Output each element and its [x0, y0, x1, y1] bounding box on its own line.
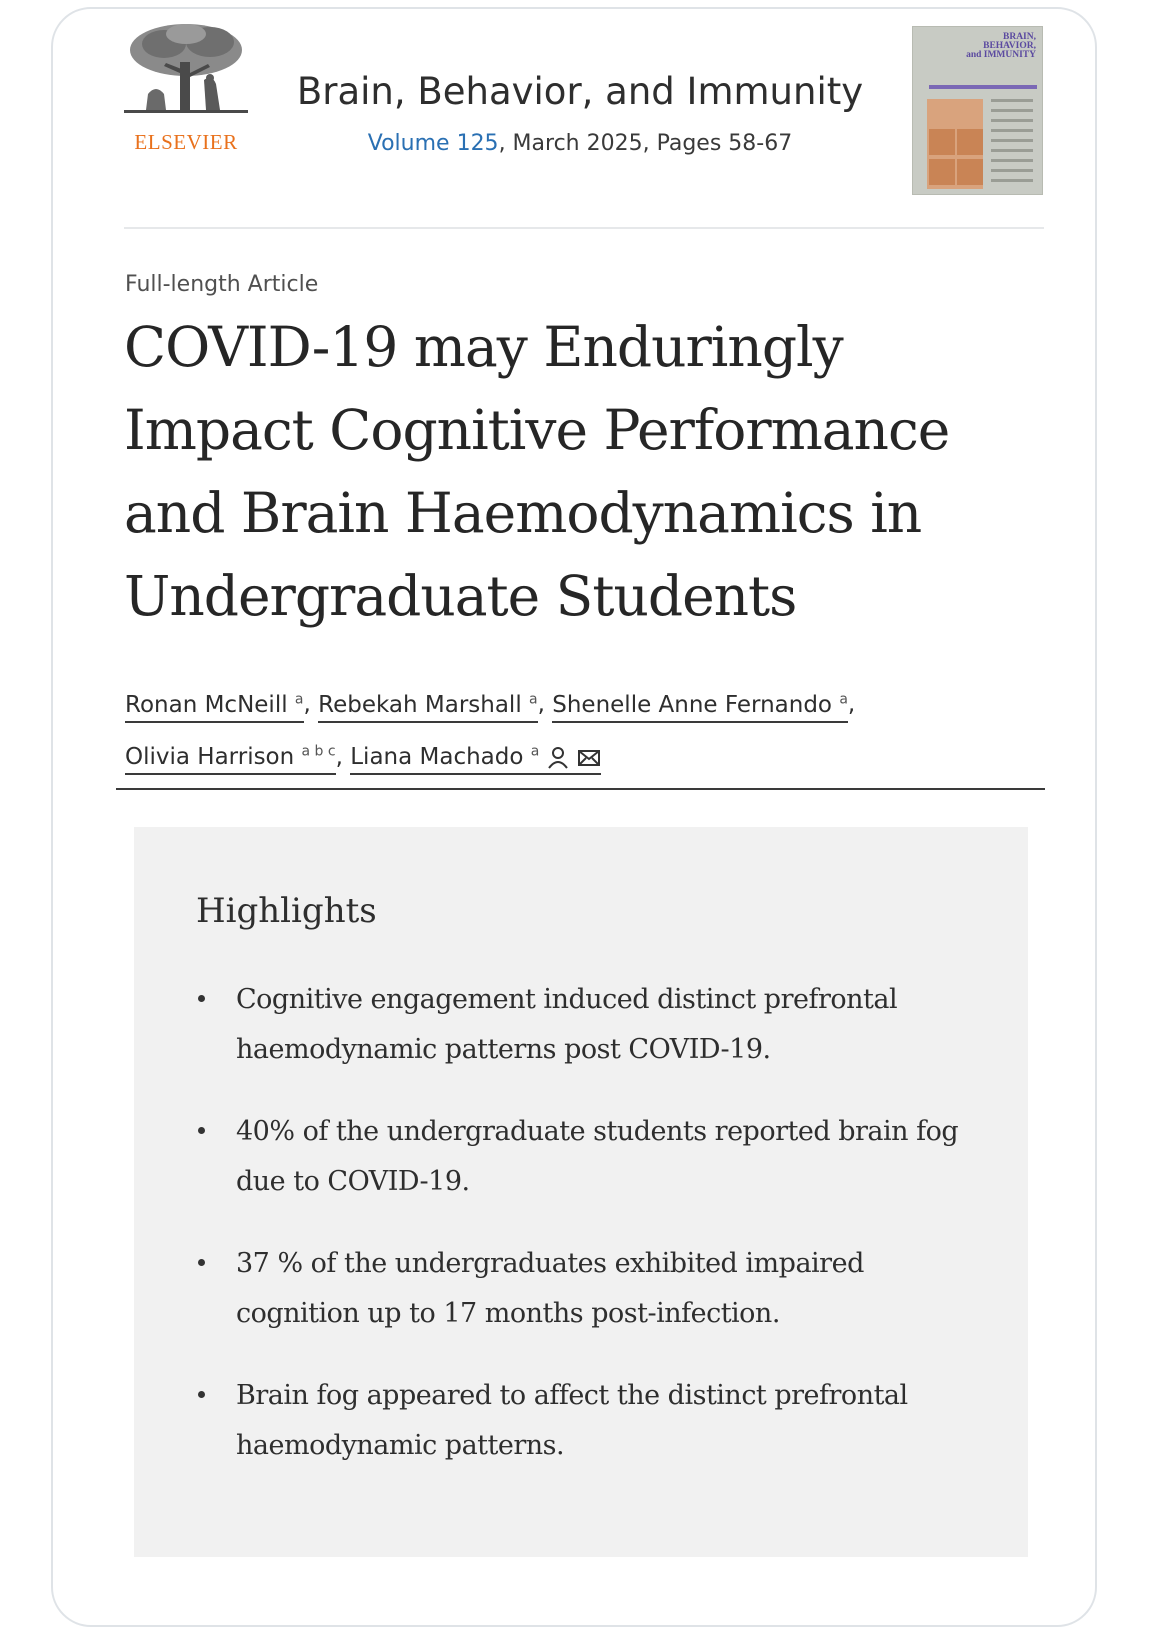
author-link[interactable]: Rebekah Marshall $^a$ [318, 692, 537, 723]
person-icon [547, 746, 569, 770]
issue-date-pages: , March 2025, Pages 58-67 [498, 131, 793, 156]
highlights-heading: Highlights [196, 891, 377, 931]
highlight-item: Cognitive engagement induced distinct prefrontal haemodynamic patterns post COVID-19. [196, 975, 976, 1075]
cover-image [927, 99, 983, 189]
bullet-icon [198, 1391, 205, 1398]
elsevier-tree-logo[interactable] [124, 22, 248, 122]
bullet-icon [198, 1127, 205, 1134]
envelope-icon [577, 748, 601, 768]
cover-title: BRAIN, BEHAVIOR, and IMMUNITY [966, 32, 1036, 60]
article-title: COVID-19 may Enduringly Impact Cognitive Performance and Brain Haemodynamics in Undergraduate Students [124, 315, 950, 628]
highlights-box [134, 827, 1028, 1557]
volume-link[interactable]: Volume 125 [367, 131, 499, 156]
highlight-item: 40% of the undergraduate students reported brain fog due to COVID-19. [196, 1107, 976, 1207]
author-list: Ronan McNeill $^a$, Rebekah Marshall $^a$, Shenelle Anne Fernando $^a$, Olivia Harrison $^{a b c}$, Liana Machado $^a$ [125, 676, 1025, 781]
bullet-icon [198, 995, 205, 1002]
author-link[interactable]: Olivia Harrison $^{a b c}$ [125, 744, 336, 775]
highlights-list [196, 975, 976, 1503]
authors-divider [116, 788, 1045, 790]
author-link[interactable]: Ronan McNeill $^a$ [125, 692, 304, 723]
journal-cover-thumbnail[interactable] [912, 26, 1043, 195]
header-divider [124, 227, 1044, 229]
highlight-item: 37 % of the undergraduates exhibited impaired cognition up to 17 months post-infection. [196, 1239, 976, 1339]
author-link-corresponding[interactable]: Liana Machado $^a$ [350, 744, 601, 775]
journal-title[interactable]: Brain, Behavior, and Immunity [296, 70, 864, 113]
bullet-icon [198, 1259, 205, 1266]
author-link[interactable]: Shenelle Anne Fernando $^a$ [552, 692, 848, 723]
article-type: Full-length Article [125, 272, 319, 297]
publisher-name: ELSEVIER [134, 130, 238, 154]
highlight-item: Brain fog appeared to affect the distinct prefrontal haemodynamic patterns. [196, 1371, 976, 1471]
volume-info [260, 131, 900, 156]
cover-text-lines [991, 99, 1033, 189]
